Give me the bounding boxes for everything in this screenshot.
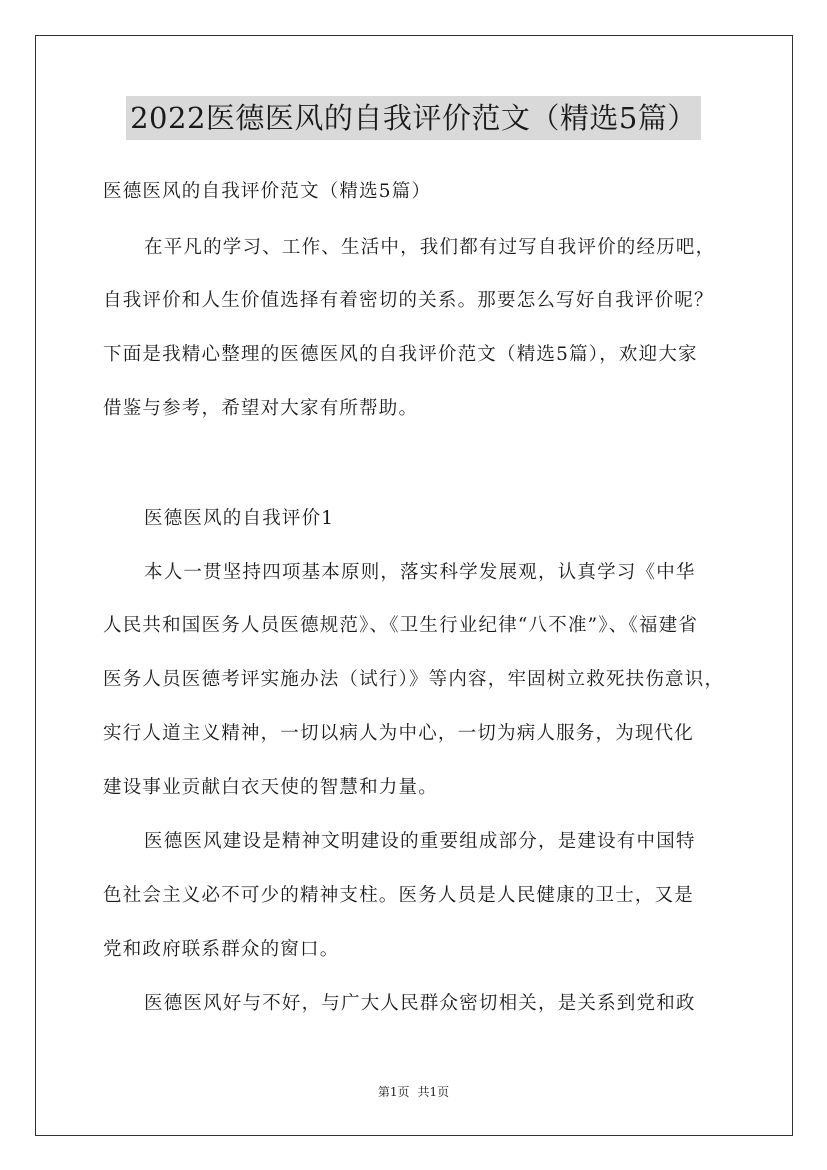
paragraph-line: 建设事业贡献白衣天使的智慧和力量。 <box>103 777 438 798</box>
paragraph-line: 本人一贯坚持四项基本原则，落实科学发展观，认真学习《中华 <box>144 562 696 583</box>
paragraph-line: 医德医风建设是精神文明建设的重要组成部分，是建设有中国特 <box>144 831 696 852</box>
section-heading: 医德医风的自我评价1 <box>144 508 335 529</box>
intro-line: 自我评价和人生价值选择有着密切的关系。那要怎么写好自我评价呢？ <box>103 290 714 311</box>
paragraph-line: 色社会主义必不可少的精神支柱。医务人员是人民健康的卫士，又是 <box>103 885 695 906</box>
page-total: 共1页 <box>417 1085 450 1099</box>
paragraph-line: 人民共和国医务人员医德规范》、《卫生行业纪律“八不准”》、《福建省 <box>103 615 699 636</box>
paragraph-line: 医务人员医德考评实施办法（试行）》等内容，牢固树立救死扶伤意识， <box>103 669 725 690</box>
document-subtitle: 医德医风的自我评价范文（精选5篇） <box>103 181 432 202</box>
intro-line: 下面是我精心整理的医德医风的自我评价范文（精选5篇），欢迎大家 <box>103 344 698 365</box>
page-footer <box>0 1083 827 1100</box>
intro-line: 借鉴与参考，希望对大家有所帮助。 <box>103 398 419 419</box>
page-number: 第1页 <box>377 1085 410 1099</box>
title-container <box>0 96 827 140</box>
document-title: 2022医德医风的自我评价范文（精选5篇） <box>126 96 701 140</box>
intro-line: 在平凡的学习、工作、生活中，我们都有过写自我评价的经历吧， <box>144 237 716 258</box>
paragraph-line: 实行人道主义精神，一切以病人为中心，一切为病人服务，为现代化 <box>103 723 695 744</box>
paragraph-line: 党和政府联系群众的窗口。 <box>103 939 340 960</box>
paragraph-line: 医德医风好与不好，与广大人民群众密切相关，是关系到党和政 <box>144 993 696 1014</box>
